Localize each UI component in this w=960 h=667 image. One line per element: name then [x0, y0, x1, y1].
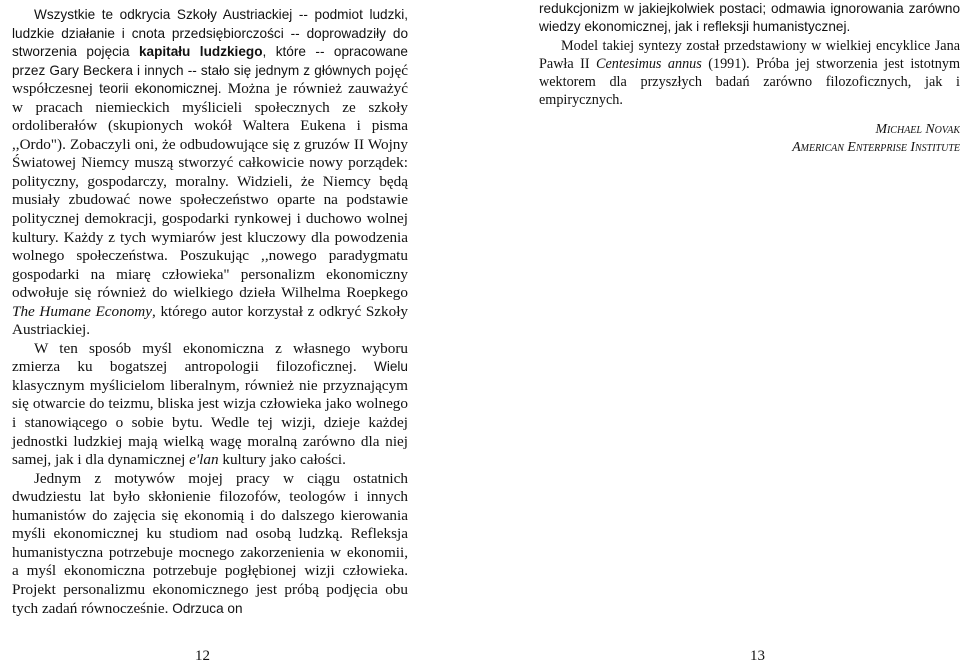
text-run: Centesimus annus [596, 55, 702, 72]
left-paragraph [12, 6, 408, 340]
text-run: Można je również zauważyć w pracach niemieckich myślicieli społecznych ze szkoły ordoliberałów (skupionych wokół Waltera Eukena i pisma ,,Ordo"). Zobaczyli oni, że odbudowujące się z gruzów II Wojny Światowej Niemcy muszą stworzyć całkowicie nowy porządek: polityczny, gospodarczy, moralny. Widzieli, że Niemcy będą musiały zbudować nowe społeczeństwo oparte na podstawie politycznej demokracji, gospodarki rynkowej i duchowo wolnej kultury. Każdy z tych wymiarów jest kluczowy dla powodzenia wolnego społeczeństwa. Poszukując ,,nowego paradygmatu gospodarki na miarę człowieka" personalizm ekonomiczny odwołuje się również do wielkiego dzieła Wilhelma Roepkego [12, 80, 408, 302]
text-run: e'lan [189, 451, 219, 469]
page-number-left: 12 [195, 648, 210, 664]
text-run: , które -- opracowane przez Gary Beckera i innych -- stało się jednym z głównych [12, 44, 408, 78]
text-run: Jednym z motywów mojej pracy w ciągu ostatnich dwudziestu lat było skłonienie filozofów, teologów i innych humanistów do zajęcia się ekonomią i do dalszego kierowania myśli ekonomicznej ku studiom nad osobą ludzką. [12, 469, 408, 543]
right-paragraphs [539, 0, 960, 110]
text-run: Odrzuca on [172, 600, 243, 616]
right-paragraph [539, 37, 960, 110]
left-column-text [12, 6, 408, 618]
text-run: Wszystkie te odkrycia Szkoły Austriackiej -- podmiot ludzki, ludzkie działanie i cnota przedsiębiorczości -- doprowadziły do stworzenia pojęcia [12, 7, 408, 60]
text-run: teorii ekonomicznej. [92, 81, 228, 97]
text-run: redukcjonizm w jakiejkolwiek postaci; odmawia ignorowania zarówno wiedzy ekonomicznej, jak i refleksji humanistycznej. [539, 1, 960, 35]
text-run: The Humane Economy [12, 302, 153, 320]
text-run: pojęć współczesnej [12, 61, 408, 98]
text-run: kultury jako całości. [218, 451, 346, 469]
author-institution: American Enterprise Institute [792, 138, 960, 154]
left-paragraph [12, 470, 408, 618]
text-run: kapitału ludzkiego [138, 44, 263, 60]
left-paragraph [12, 340, 408, 470]
text-run: klasycznym myślicielom liberalnym, również nie przyznającym się otwarcie do teizmu, bliska jest wizja człowieka jako wolnego i stanowiącego o sobie bytu. Wedle tej wizji, dzieje każdej jednostki ludzkiej mają wielką wagę moralną zarówno dla niej samej, jak i dla dynamicznej [12, 376, 408, 469]
text-run: W ten sposób myśl ekonomiczna z własnego wyboru zmierza ku bogatszej antropologii filozoficznej. [12, 339, 408, 376]
text-run: Model takiej syntezy został przedstawiony w wielkiej encyklice Jana Pawła II [539, 37, 960, 72]
author-name: Michael Novak [875, 120, 960, 136]
right-paragraph [539, 0, 960, 37]
text-run: Refleksja humanistyczna potrzebuje mocnego zakorzenienia w ekonomii, a myśl ekonomiczna potrzebuje pogłębionej wizji człowieka. Projekt personalizmu ekonomicznego jest próbą podjęcia obu tych zadań równocześnie. [12, 525, 408, 617]
text-run: (1991). Próba jej stworzenia jest istotnym wektorem dla przyszłych badań zarówno filozoficznych, jak i empirycznych. [539, 55, 960, 109]
right-column-text [539, 0, 960, 156]
page-number-right: 13 [750, 648, 765, 664]
text-run: Wielu [374, 359, 408, 375]
text-run: , którego autor korzystał z odkryć Szkoły Austriackiej. [12, 302, 409, 339]
